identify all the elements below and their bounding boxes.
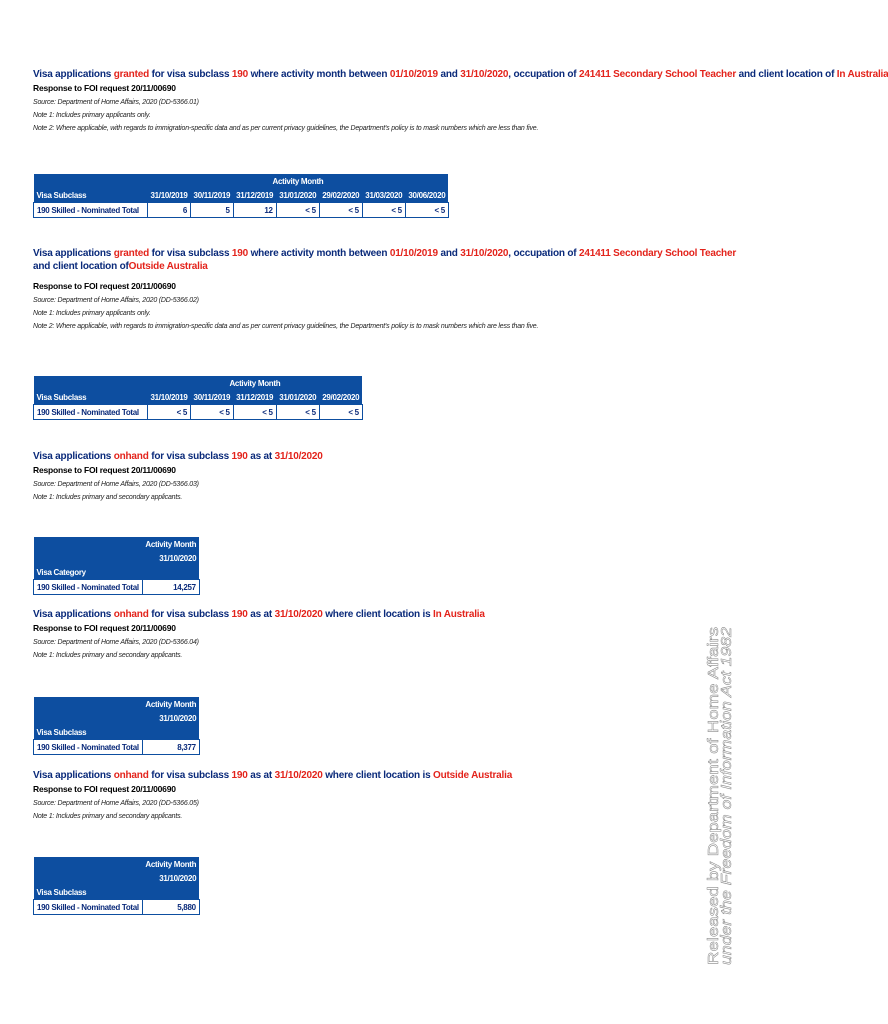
title-highlight: granted <box>113 69 149 80</box>
table-header-blank <box>34 537 143 551</box>
table-2 <box>33 376 363 420</box>
month-header: 31/12/2019 <box>233 390 276 405</box>
watermark-line-1: Released by Department of Home Affairs <box>705 692 722 965</box>
title-text: , occupation of <box>508 248 579 259</box>
table-cell: < 5 <box>148 405 191 420</box>
table-cell: < 5 <box>319 405 362 420</box>
month-header: 31/01/2020 <box>276 188 319 203</box>
title-text: for visa subclass <box>148 451 232 462</box>
title-highlight: 01/10/2019 <box>389 69 438 80</box>
title-text: as at <box>247 451 275 462</box>
source-note: Source: Department of Home Affairs, 2020 (DD-5366.04) <box>33 639 199 646</box>
watermark-line-2: under the Freedom of Information Act 1982 <box>718 678 735 965</box>
activity-month-header: Activity Month <box>142 857 199 871</box>
title-highlight: onhand <box>113 451 149 462</box>
title-highlight: 190 <box>231 609 248 620</box>
table-1 <box>33 174 449 218</box>
title-highlight: 190 <box>231 248 248 259</box>
section-4-title <box>33 608 485 621</box>
note-1: Note 1: Includes primary and secondary applicants. <box>33 813 183 820</box>
table-cell: < 5 <box>362 203 405 218</box>
row-label: 190 Skilled - Nominated Total <box>34 580 143 595</box>
title-highlight: 31/10/2020 <box>460 69 509 80</box>
row-header: Visa Subclass <box>34 188 148 203</box>
table-cell: 12 <box>233 203 276 218</box>
section-1-title <box>33 68 888 81</box>
row-header: Visa Subclass <box>34 390 148 405</box>
title-highlight: 241411 Secondary School Teacher <box>578 69 737 80</box>
title-text: Visa applications <box>33 609 114 620</box>
title-text: , occupation of <box>508 69 579 80</box>
title-text: for visa subclass <box>148 770 232 781</box>
section-5 <box>33 769 512 820</box>
month-header: 31/10/2019 <box>148 188 191 203</box>
table-cell: < 5 <box>233 405 276 420</box>
row-label: 190 Skilled - Nominated Total <box>34 900 143 915</box>
section-2-title-line2 <box>33 260 736 273</box>
table-header-blank <box>142 565 199 580</box>
table-row <box>34 900 200 915</box>
title-text: and <box>437 69 461 80</box>
title-text: Visa applications <box>33 248 114 259</box>
row-header: Visa Category <box>34 565 143 580</box>
table-cell: < 5 <box>276 405 319 420</box>
table-header-blank <box>34 697 143 711</box>
source-note: Source: Department of Home Affairs, 2020 (DD-5366.01) <box>33 99 199 106</box>
table-header-blank <box>34 871 143 885</box>
table-header-blank <box>142 725 199 740</box>
activity-month-header: Activity Month <box>142 697 199 711</box>
table-cell: < 5 <box>276 203 319 218</box>
title-highlight: onhand <box>113 609 149 620</box>
title-text: where client location is <box>322 609 434 620</box>
section-3-title <box>33 450 323 463</box>
table-row <box>34 580 200 595</box>
section-2-title <box>33 247 736 260</box>
title-highlight: 190 <box>231 69 248 80</box>
activity-month-header: Activity Month <box>148 376 363 390</box>
note-1: Note 1: Includes primary and secondary applicants. <box>33 652 183 659</box>
title-text: for visa subclass <box>148 69 232 80</box>
row-label: 190 Skilled - Nominated Total <box>34 740 143 755</box>
foi-release-watermark <box>707 625 733 965</box>
table-header-blank <box>34 857 143 871</box>
table-cell: 8,377 <box>142 740 199 755</box>
section-3 <box>33 450 323 501</box>
foi-request: Response to FOI request 20/11/00690 <box>33 784 176 794</box>
title-text: and <box>437 248 461 259</box>
title-highlight: 31/10/2020 <box>460 248 509 259</box>
note-2: Note 2: Where applicable, with regards to immigration-specific data and as per current privacy guidelines, the Department's policy is to mask numbers which are less than five. <box>33 323 539 330</box>
section-2 <box>33 247 736 330</box>
source-note: Source: Department of Home Affairs, 2020 (DD-5366.02) <box>33 297 199 304</box>
note-1: Note 1: Includes primary applicants only. <box>33 310 151 317</box>
table-header-blank <box>34 174 148 188</box>
month-header: 31/10/2020 <box>142 551 199 565</box>
foi-request: Response to FOI request 20/11/00690 <box>33 281 176 291</box>
month-header: 31/12/2019 <box>233 188 276 203</box>
title-highlight: onhand <box>113 770 149 781</box>
title-highlight: Outside Australia <box>128 261 208 272</box>
month-header: 29/02/2020 <box>319 188 362 203</box>
activity-month-header: Activity Month <box>142 537 199 551</box>
foi-request: Response to FOI request 20/11/00690 <box>33 83 176 93</box>
title-text: and client location of <box>736 69 837 80</box>
title-highlight: 31/10/2020 <box>274 451 323 462</box>
month-header: 30/11/2019 <box>191 188 234 203</box>
month-header: 30/06/2020 <box>405 188 448 203</box>
title-highlight: 31/10/2020 <box>274 770 323 781</box>
title-text: for visa subclass <box>148 609 232 620</box>
title-highlight: In Australia <box>433 609 485 620</box>
month-header: 31/10/2019 <box>148 390 191 405</box>
table-row <box>34 405 363 420</box>
title-text: as at <box>247 609 275 620</box>
month-header: 29/02/2020 <box>319 390 362 405</box>
month-header: 31/01/2020 <box>276 390 319 405</box>
table-cell: 14,257 <box>142 580 199 595</box>
foi-request: Response to FOI request 20/11/00690 <box>33 465 176 475</box>
title-text: for visa subclass <box>148 248 232 259</box>
foi-request: Response to FOI request 20/11/00690 <box>33 623 176 633</box>
title-text: and client location of <box>33 261 129 272</box>
table-header-blank <box>34 376 148 390</box>
title-text: where activity month between <box>248 69 390 80</box>
table-cell: 5 <box>191 203 234 218</box>
month-header: 30/11/2019 <box>191 390 234 405</box>
source-note: Source: Department of Home Affairs, 2020 (DD-5366.03) <box>33 481 199 488</box>
title-highlight: In Australia <box>836 69 888 80</box>
table-cell: < 5 <box>191 405 234 420</box>
row-header: Visa Subclass <box>34 885 143 900</box>
title-text: as at <box>247 770 275 781</box>
title-text: Visa applications <box>33 451 114 462</box>
title-highlight: granted <box>113 248 149 259</box>
row-label: 190 Skilled - Nominated Total <box>34 203 148 218</box>
title-highlight: 31/10/2020 <box>274 609 323 620</box>
table-cell: 5,880 <box>142 900 199 915</box>
source-note: Source: Department of Home Affairs, 2020 (DD-5366.05) <box>33 800 199 807</box>
table-row <box>34 740 200 755</box>
section-4 <box>33 608 485 659</box>
title-text: Visa applications <box>33 770 114 781</box>
month-header: 31/10/2020 <box>142 871 199 885</box>
table-header-blank <box>142 885 199 900</box>
title-highlight: 241411 Secondary School Teacher <box>578 248 737 259</box>
table-header-blank <box>34 551 143 565</box>
title-highlight: 190 <box>231 451 248 462</box>
table-cell: 6 <box>148 203 191 218</box>
row-label: 190 Skilled - Nominated Total <box>34 405 148 420</box>
table-cell: < 5 <box>319 203 362 218</box>
month-header: 31/03/2020 <box>362 188 405 203</box>
section-5-title <box>33 769 512 782</box>
table-header-blank <box>34 711 143 725</box>
table-4 <box>33 697 200 755</box>
title-highlight: Outside Australia <box>433 770 513 781</box>
table-5 <box>33 857 200 915</box>
title-text: Visa applications <box>33 69 114 80</box>
table-3 <box>33 537 200 595</box>
title-highlight: 190 <box>231 770 248 781</box>
title-highlight: 01/10/2019 <box>389 248 438 259</box>
note-2: Note 2: Where applicable, with regards to immigration-specific data and as per current privacy guidelines, the Department's policy is to mask numbers which are less than five. <box>33 125 539 132</box>
table-cell: < 5 <box>405 203 448 218</box>
note-1: Note 1: Includes primary applicants only. <box>33 112 151 119</box>
activity-month-header: Activity Month <box>148 174 449 188</box>
table-row <box>34 203 449 218</box>
title-text: where client location is <box>322 770 434 781</box>
row-header: Visa Subclass <box>34 725 143 740</box>
section-1 <box>33 68 888 132</box>
note-1: Note 1: Includes primary and secondary applicants. <box>33 494 183 501</box>
month-header: 31/10/2020 <box>142 711 199 725</box>
title-text: where activity month between <box>248 248 390 259</box>
